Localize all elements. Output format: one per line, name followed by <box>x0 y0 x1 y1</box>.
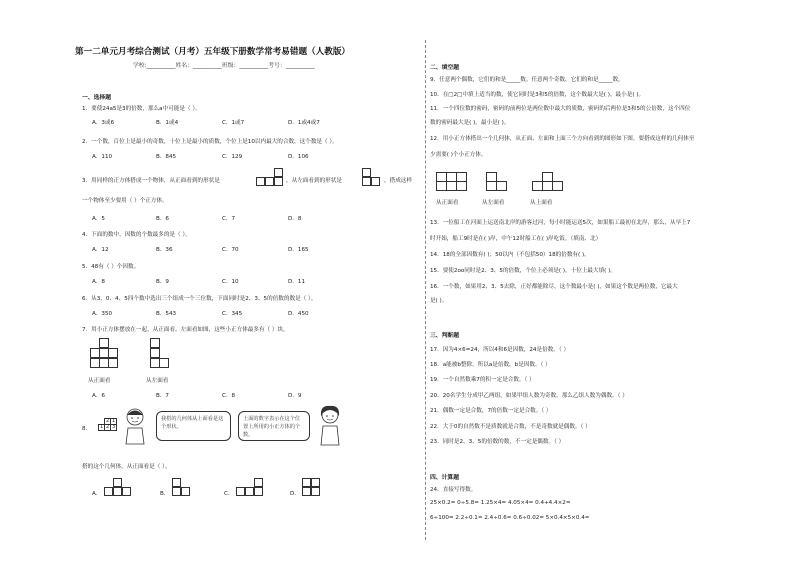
option-b: B．1或4 <box>156 120 179 126</box>
section-choice-heading: 一、选择题 <box>82 95 111 101</box>
column-divider <box>425 40 426 540</box>
q8-option-c: C． <box>224 491 234 497</box>
q8-top-view-grid: 2 1 1 2 3 <box>100 418 116 430</box>
q7-caption-left: 从左面看 <box>146 378 169 384</box>
question-5: 5．48有（ ）个因数。 <box>82 264 140 270</box>
q3-front-view-figure <box>256 168 283 186</box>
option-a: A．3或6 <box>92 120 115 126</box>
question-8-part-b: 搭的这个几何体，从正面看是（ ）。 <box>82 464 171 470</box>
q12-caption-top: 从上面看 <box>530 200 553 206</box>
option-b: B．845 <box>156 154 177 160</box>
question-14: 14．18的全部因数有( )；50以内（不包括50）18的倍数有( )。 <box>430 252 590 258</box>
question-3-part-c: ，搭成这样 <box>384 178 412 184</box>
option-d: D．11 <box>288 279 306 285</box>
option-c: C．345 <box>222 311 243 317</box>
calc-row-2: 6÷100= 2.2÷0.1= 2.4÷0.6= 0.6÷0.02= 5×0.4×5×0.4= <box>430 515 590 521</box>
speech-bubble-girl: 上面的数字表示在这个位置上所用的小正方体的个数。 <box>238 411 310 441</box>
question-7: 7．用小正方体摆放在一起，从正面看、左面看如图，这些小正方体最多有（ ）块。 <box>82 327 289 333</box>
option-d: D．8 <box>288 216 302 222</box>
q12-caption-front: 从正面看 <box>436 200 459 206</box>
question-11-part-b: 数的密码最大是( )，最小是( )。 <box>430 120 510 126</box>
question-3-part-d: 一个物体至少要用（ ）个正方体。 <box>82 198 168 204</box>
option-b: B．6 <box>156 216 169 222</box>
student-info-line: 学校:__________姓名：__________班级：__________考号：__________ <box>133 63 315 69</box>
section-fill-heading: 二、填空题 <box>430 65 459 71</box>
question-24: 24．直接写得数。 <box>430 487 477 493</box>
option-b: B．543 <box>156 311 177 317</box>
boy-illustration <box>120 406 150 446</box>
page-title: 第一二单元月考综合测试（月考）五年级下册数学常考易错题（人教版） <box>75 47 351 57</box>
option-d: D．165 <box>288 247 309 253</box>
q12-caption-left: 从左面看 <box>482 200 505 206</box>
question-13: 13．一位船工在河面上运送南北岸的游客过河，每小时能运送5次，如果船工最初在北岸，那么，从早上7 <box>430 220 691 226</box>
question-22: 22．大于0的自然数不是质数就是合数，不是奇数就是偶数。（ ） <box>430 424 591 430</box>
question-8: 8． <box>82 426 92 432</box>
q3-left-view-figure <box>362 168 380 186</box>
option-d: D．1或4或7 <box>288 120 320 126</box>
option-a: A．8 <box>92 279 105 285</box>
q7-caption-front: 从正面看 <box>88 378 111 384</box>
option-d: D．106 <box>288 154 309 160</box>
option-c: C．1或7 <box>222 120 245 126</box>
option-a: A．350 <box>92 311 113 317</box>
question-2: 2．一个数，百位上是最小的奇数，十位上是最小的质数，个位上是10以内最大的合数，这个数是（ ）。 <box>82 139 338 145</box>
question-16-part-b: 是( )。 <box>430 298 448 304</box>
question-3-part-b: ，从左面看到的形状是 <box>286 178 342 184</box>
q8-option-a: A． <box>92 491 102 497</box>
section-calc-heading: 四、计算题 <box>430 475 459 481</box>
question-10: 10．在□2□中填上适当的数，使它同时是3和5的倍数，这个数最大是( )，最小是( )。 <box>430 92 645 98</box>
question-9: 9．任意两个偶数，它们的和是_____数。任意两个奇数，它们的和是_____数。 <box>430 77 624 83</box>
question-18: 18．a能被b整除，所以a是倍数，b是因数。（ ） <box>430 362 551 368</box>
option-d: D．450 <box>288 311 309 317</box>
question-12-part-b: 少需要( )个小正方体。 <box>430 152 487 158</box>
question-19: 19．一个自然数乘7的积一定是合数。（ ） <box>430 377 535 383</box>
question-3-part-a: 3．用同样的正方体搭成一个物体，从正面看到的形状是 <box>82 178 220 184</box>
question-21: 21．偶数一定是合数，7的倍数一定是合数。（ ） <box>430 408 552 414</box>
question-20: 20．20名学生分成甲乙两组，如果甲组人数为奇数，那么乙组人数为偶数。（ ） <box>430 393 628 399</box>
option-c: C．10 <box>222 279 239 285</box>
calc-row-1: 25×0.2= 0÷5.8= 1.25×4= 4.05×4= 0.4+4.4×2= <box>430 500 571 506</box>
question-6: 6．从3、0、4、5四个数中选出三个组成一个三位数，下面同时是2、3、5的倍数的数是（ ）。 <box>82 296 317 302</box>
q7-left-view-figure <box>150 338 174 370</box>
question-17: 17．因为4×6=24，所以4和6是因数，24是倍数。（ ） <box>430 347 570 353</box>
option-b: B．7 <box>156 393 169 399</box>
option-b: B．9 <box>156 279 169 285</box>
option-c: C．7 <box>222 216 236 222</box>
option-b: B．36 <box>156 247 173 253</box>
section-judge-heading: 三、判断题 <box>430 333 459 339</box>
option-a: A．12 <box>92 247 109 253</box>
q8-option-d: D． <box>290 491 300 497</box>
option-a: A．5 <box>92 216 105 222</box>
q7-front-view-figure <box>90 338 126 370</box>
option-c: C．70 <box>222 247 239 253</box>
question-12: 12．用小正方体搭出一个几何体，从正面、左面和上面三个方向看到的图形如下图。要搭成这样的几何体至 <box>430 136 695 142</box>
question-4: 4．下面的数中，因数的个数最多的是（ ）。 <box>82 232 191 238</box>
question-13-part-b: 时开始，船工9时是在( )岸，中午12时船工在( )岸吃饭。（填南、北） <box>430 236 602 242</box>
speech-bubble-boy: 我搭的几何体从上面看是这个形状。 <box>156 411 231 441</box>
option-d: D．9 <box>288 393 302 399</box>
question-11: 11．一个四位数的密码，密码的前两位是两位数中最大的质数，密码的后两位是3和5的公倍数，这个四位 <box>430 106 691 112</box>
girl-illustration <box>314 403 346 447</box>
question-1: 1．要使24a5是3的倍数，那么a中可能是（ ）。 <box>82 106 201 112</box>
option-c: C．8 <box>222 393 236 399</box>
option-c: C．129 <box>222 154 243 160</box>
question-15: 15．要使2oo同时是2、3、5的倍数，个位上必须是( )，十位上最大填( )。 <box>430 268 616 274</box>
option-a: A．6 <box>92 393 105 399</box>
question-23: 23．同时是2、3、5的倍数的数，不一定是偶数。（ ） <box>430 439 565 445</box>
option-a: A．110 <box>92 154 113 160</box>
question-16: 16．一个数，如果用2、3、5去除，正好都能除尽，这个数最小是( )，如果这个数是两位数，它最大 <box>430 284 678 290</box>
q8-option-b: B． <box>160 491 170 497</box>
